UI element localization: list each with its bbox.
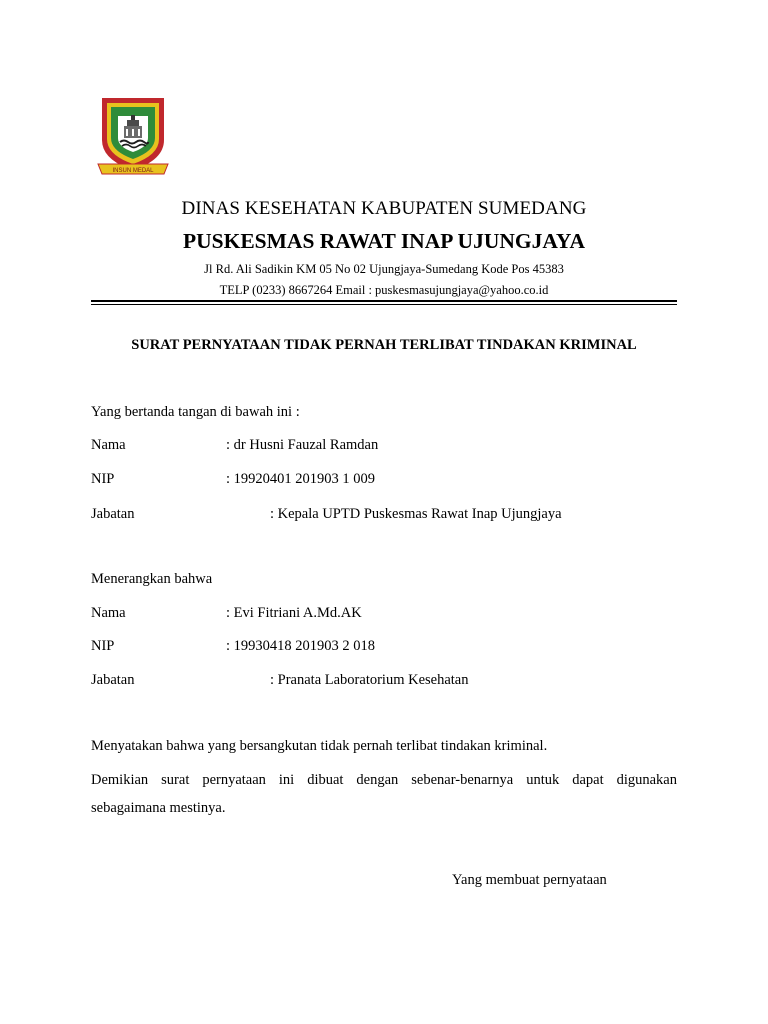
sumedang-crest-logo: [96, 94, 170, 178]
svg-text:INSUN MEDAL: INSUN MEDAL: [112, 168, 154, 174]
closing-text-line-1: Demikian surat pernyataan ini dibuat dengan sebenar-benarnya untuk dapat digunakan: [91, 772, 677, 788]
signer-position-label: Jabatan: [91, 506, 135, 522]
signer-name-value: : dr Husni Fauzal Ramdan: [226, 437, 379, 453]
subject-name-label: Nama: [91, 605, 126, 621]
intro-text: Yang bertanda tangan di bawah ini :: [91, 404, 300, 420]
subject-position-value: : Pranata Laboratorium Kesehatan: [270, 672, 469, 688]
header-divider-thick: [91, 300, 677, 302]
explains-text: Menerangkan bahwa: [91, 571, 213, 587]
signer-nip-label: NIP: [91, 471, 115, 487]
subject-name-value: : Evi Fitriani A.Md.AK: [226, 605, 362, 621]
agency-name: DINAS KESEHATAN KABUPATEN SUMEDANG: [181, 198, 587, 219]
contact-line: TELP (0233) 8667264 Email : puskesmasujungjaya@yahoo.co.id: [219, 283, 549, 297]
signer-name-label: Nama: [91, 437, 126, 453]
document-title: SURAT PERNYATAAN TIDAK PERNAH TERLIBAT TINDAKAN KRIMINAL: [131, 337, 637, 353]
closing-text-line-2: sebagaimana mestinya.: [91, 800, 226, 816]
signer-nip-value: : 19920401 201903 1 009: [226, 471, 376, 487]
subject-nip-value: : 19930418 201903 2 018: [226, 638, 376, 654]
subject-position-label: Jabatan: [91, 672, 135, 688]
header-divider-thin: [91, 304, 677, 305]
address-line: Jl Rd. Ali Sadikin KM 05 No 02 Ujungjaya-Sumedang Kode Pos 45383: [204, 262, 564, 276]
statement-text: Menyatakan bahwa yang bersangkutan tidak pernah terlibat tindakan kriminal.: [91, 738, 548, 754]
signer-position-value: : Kepala UPTD Puskesmas Rawat Inap Ujungjaya: [270, 506, 562, 522]
subject-nip-label: NIP: [91, 638, 115, 654]
clinic-name: PUSKESMAS RAWAT INAP UJUNGJAYA: [182, 229, 585, 253]
signature-caption: Yang membuat pernyataan: [452, 872, 607, 888]
